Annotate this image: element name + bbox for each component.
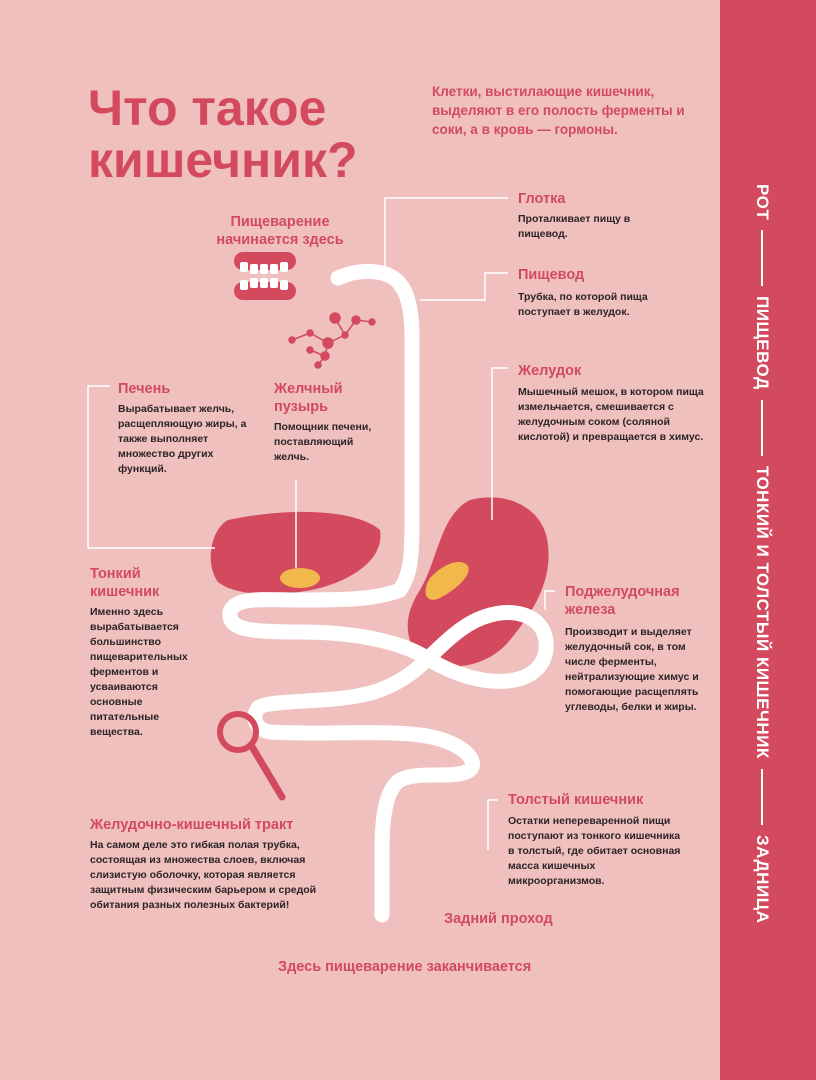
sidebar-divider <box>761 230 763 286</box>
gallbladder-shape <box>280 568 320 588</box>
teeth-icon <box>234 252 296 300</box>
start-label: Пищеварение начинается здесь <box>216 214 344 248</box>
gi-tract-title: Желудочно-кишечный тракт <box>90 817 294 833</box>
sidebar-label-intestines: ТОНКИЙ И ТОЛСТЫЙ КИШЕЧНИК <box>753 465 772 759</box>
leader-stomach <box>492 368 508 520</box>
page-title: Что такое кишечник? <box>88 80 358 188</box>
sidebar-label-mouth: РОТ <box>753 184 772 221</box>
small-intestine-text: Именно здесь вырабатывается большинство пищеварительных ферментов и усваиваются основные питательные вещества. <box>90 606 188 738</box>
sidebar-labels <box>752 184 772 923</box>
liver-title: Печень <box>118 381 171 397</box>
molecule-icon <box>289 313 375 368</box>
stomach-title: Желудок <box>518 363 582 379</box>
end-label: Здесь пищеварение заканчивается <box>278 959 532 975</box>
intro-text: Клетки, выстилающие кишечник, выделяют в его полость ферменты и соки, а в кровь — гормоны. <box>432 84 685 137</box>
sidebar-label-esophagus: ПИЩЕВОД <box>753 296 772 390</box>
pancreas-title: Поджелудочная железа <box>565 584 680 618</box>
gallbladder-title: Желчный пузырь <box>274 381 343 415</box>
pharynx-title: Глотка <box>518 191 566 207</box>
pharynx-text: Проталкивает пищу в пищевод. <box>518 213 631 240</box>
gallbladder-text: Помощник печени, поставляющий желчь. <box>274 421 372 463</box>
large-intestine-title: Толстый кишечник <box>508 792 644 808</box>
leader-pancreas <box>545 591 555 610</box>
leader-pharynx <box>385 198 508 275</box>
leader-esophagus <box>420 273 508 300</box>
sidebar-divider <box>761 400 763 456</box>
small-intestine-title: Тонкий кишечник <box>90 566 160 600</box>
anus-title: Задний проход <box>444 911 553 927</box>
gi-tract-text: На самом деле это гибкая полая трубка, состоящая из множества слоев, включая слизистую оболочку, которая является защитным физическим барьером и средой обитания разных полезных бактерий! <box>90 839 317 911</box>
stomach-text: Мышечный мешок, в котором пища измельчается, смешивается с желудочным соком (соляной кислотой) и превращается в химус. <box>518 386 704 443</box>
liver-text: Вырабатывает желчь, расщепляющую жиры, а также выполняет множество других функций. <box>118 403 247 475</box>
leader-large-intestine <box>488 800 498 850</box>
esophagus-title: Пищевод <box>518 267 585 283</box>
esophagus-text: Трубка, по которой пища поступает в желудок. <box>518 291 648 318</box>
large-intestine-text: Остатки непереваренной пищи поступают из тонкого кишечника в толстый, где обитает основная масса кишечных микроорганизмов. <box>508 815 681 887</box>
sidebar-divider <box>761 769 763 825</box>
pancreas-text: Производит и выделяет желудочный сок, в том числе ферменты, нейтрализующие химус и помогающие расщеплять углеводы, белки и жиры. <box>565 626 699 713</box>
sidebar-label-bottom: ЗАДНИЦА <box>753 834 772 923</box>
